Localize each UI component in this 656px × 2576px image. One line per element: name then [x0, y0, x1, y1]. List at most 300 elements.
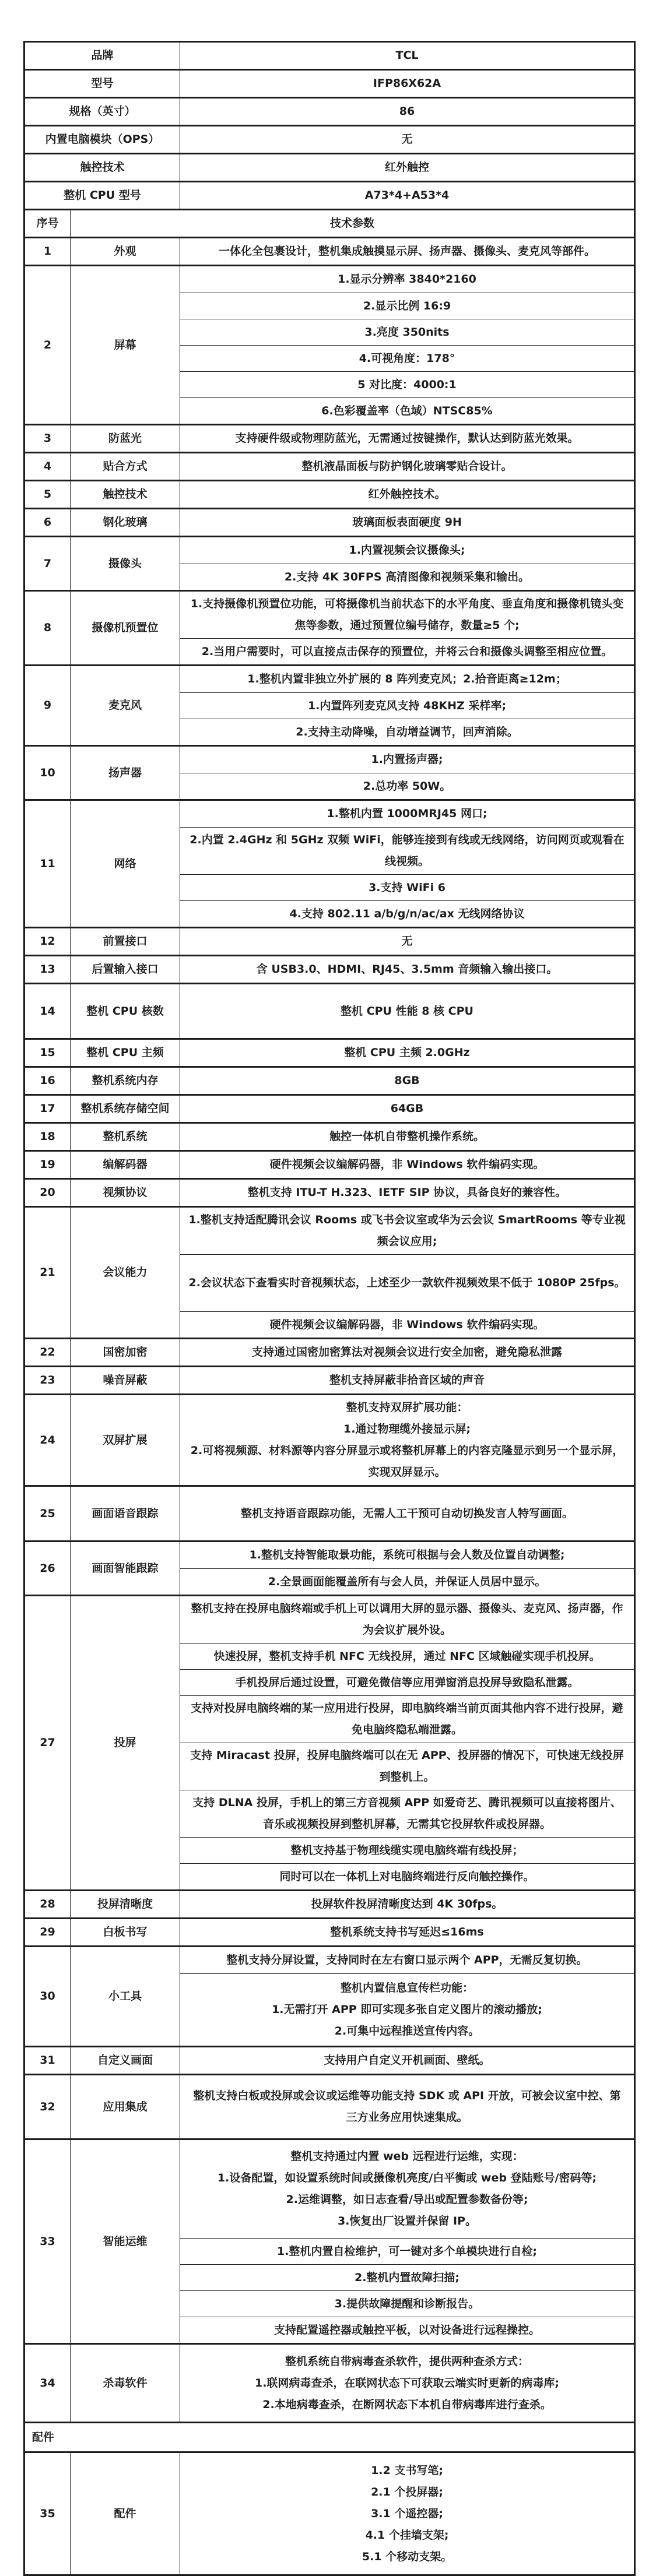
- spec-row-24: [25, 1393, 634, 1485]
- spec-text-line: 一体化全包裹设计，整机集成触摸显示屏、扬声器、摄像头、麦克风等部件。: [218, 245, 595, 258]
- spec-row-number: 12: [25, 928, 71, 955]
- spec-content-cell: [180, 1096, 634, 1122]
- spec-content-cell: [180, 1790, 634, 1837]
- spec-content-cell: [180, 1254, 634, 1311]
- spec-row-number: 19: [25, 1152, 71, 1178]
- spec-text-line: 整机支持 ITU-T H.323、IETF SIP 协议，具备良好的兼容性。: [247, 1186, 567, 1199]
- spec-row-26: [25, 1540, 634, 1595]
- spec-row-content: [180, 801, 634, 927]
- accessories-section-label: 配件: [32, 2430, 55, 2444]
- spec-row-15: [25, 1038, 634, 1066]
- spec-row-number: 8: [25, 592, 71, 664]
- spec-row-category: 会议能力: [71, 1208, 180, 1338]
- spec-text-line: 1.整机支持适配腾讯会议 Rooms 或飞书会议室或华为云会议 SmartRooms 等专业视频会议应用;: [188, 1213, 626, 1248]
- spec-row-category: 摄像机预置位: [71, 592, 180, 664]
- spec-content-cell: [180, 773, 634, 799]
- spec-text-line: 1.设备配置，如设置系统时间或摄像机亮度/白平衡或 web 登陆账号/密码等;: [217, 2172, 597, 2184]
- info-row: [25, 125, 634, 153]
- spec-text-line: 硬件视频会议编解码器，非 Windows 软件编码实现。: [269, 1158, 545, 1171]
- spec-text-line: 支持 Miracast 投屏，投屏电脑终端可以在无 APP、投屏器的情况下，可快速无线投屏到整机上。: [190, 1749, 624, 1783]
- spec-row-35: [25, 2451, 634, 2574]
- spec-text-line: 支持对投屏电脑终端的某一应用进行投屏，即电脑终端当前页面其他内容不进行投屏，避免电脑终隐私端泄露。: [191, 1702, 623, 1736]
- spec-row-number: 30: [25, 1947, 71, 2046]
- spec-content-cell: [180, 345, 634, 371]
- spec-text-line: 整机支持语音跟踪功能，无需人工干预可自动切换发言人特写画面。: [240, 1507, 573, 1520]
- spec-row-category: 双屏扩展: [71, 1395, 180, 1485]
- spec-row-category: 画面智能跟踪: [71, 1542, 180, 1595]
- spec-row-content: [180, 1180, 634, 1206]
- spec-content-cell: [180, 1068, 634, 1094]
- spec-content-cell: [180, 1743, 634, 1790]
- spec-row-30: [25, 1945, 634, 2046]
- spec-text-line: 整机 CPU 性能 8 核 CPU: [341, 1004, 473, 1018]
- spec-text-line: 2.支持 4K 30FPS 高清图像和视频采集和输出。: [284, 570, 530, 583]
- spec-content-cell: [180, 1891, 634, 1917]
- spec-text-line: 整机支持白板或投屏或会议或运维等功能支持 SDK 或 API 开放，可被会议室中控、第三方业务应用快速集成。: [193, 2089, 621, 2124]
- info-label: 整机 CPU 型号: [25, 182, 180, 209]
- spec-row-category: 应用集成: [71, 2075, 180, 2138]
- spec-text-line: 2.可集中远程推送宣传内容。: [334, 2025, 480, 2037]
- spec-row-content: [180, 1891, 634, 1917]
- spec-row-number: 6: [25, 509, 71, 536]
- spec-row-content: [180, 666, 634, 745]
- spec-text-line: 8GB: [394, 1074, 420, 1087]
- spec-row-content: [180, 1542, 634, 1595]
- spec-row-category: 配件: [71, 2453, 180, 2574]
- spec-row-number: 20: [25, 1180, 71, 1206]
- spec-text-line: 2.显示比例 16:9: [363, 299, 451, 312]
- spec-text-line: 2.会议状态下查看实时音视频状态，上述至少一款软件视频效果不低于 1080P 25fps。: [188, 1276, 626, 1289]
- spec-row-content: [180, 537, 634, 590]
- spec-row-27: [25, 1595, 634, 1889]
- spec-text-line: 2.本地病毒查杀，在断网状态下本机自带病毒库进行查杀。: [262, 2398, 552, 2411]
- spec-row-number: 22: [25, 1339, 71, 1366]
- spec-content-cell: [180, 1339, 634, 1366]
- info-label: 内置电脑模块（OPS）: [25, 126, 180, 153]
- spec-row-category: 投屏清晰度: [71, 1891, 180, 1917]
- spec-text-line: 2.运维调整，如日志查看/导出或配置参数备份等;: [286, 2193, 528, 2206]
- info-value: TCL: [395, 49, 419, 62]
- spec-row-18: [25, 1122, 634, 1150]
- spec-text-line: 1.整机内置 1000MRJ45 网口;: [327, 807, 487, 820]
- spec-row-22: [25, 1338, 634, 1366]
- spec-row-content: [180, 1124, 634, 1150]
- spec-text-line: 4.支持 802.11 a/b/g/n/ac/ax 无线网络协议: [289, 907, 525, 920]
- spec-row-23: [25, 1366, 634, 1393]
- spec-row-number: 28: [25, 1891, 71, 1917]
- spec-content-cell: [180, 719, 634, 745]
- spec-row-content: [180, 2047, 634, 2074]
- spec-content-cell: [180, 509, 634, 536]
- spec-content-cell: [180, 984, 634, 1038]
- spec-content-cell: [180, 2140, 634, 2238]
- spec-content-cell: [180, 1643, 634, 1669]
- spec-row-29: [25, 1917, 634, 1945]
- spec-content-cell: [180, 371, 634, 397]
- info-value: 无: [401, 133, 413, 146]
- spec-row-content: [180, 2345, 634, 2422]
- spec-row-12: [25, 927, 634, 955]
- spec-content-cell: [180, 1568, 634, 1595]
- spec-row-category: 自定义画面: [71, 2047, 180, 2074]
- spec-row-content: [180, 1596, 634, 1889]
- spec-row-10: [25, 745, 634, 799]
- spec-text-line: 2.整机内置故障扫描;: [354, 2271, 460, 2284]
- spec-row-category: 整机 CPU 核数: [71, 984, 180, 1038]
- spec-text-line: 3.亮度 350nits: [364, 325, 450, 339]
- spec-text-line: 2.全景画面能覆盖所有与会人员，并保证人员居中显示。: [268, 1575, 546, 1588]
- spec-text-line: 1.整机内置非独立外扩展的 8 阵列麦克风；2.拾音距离≥12m；: [247, 673, 567, 685]
- info-value: A73*4+A53*4: [364, 189, 450, 202]
- spec-text-line: 5 对比度：4000:1: [357, 378, 457, 391]
- spec-text-line: 无: [401, 935, 413, 948]
- spec-content-cell: [180, 564, 634, 590]
- spec-text-line: 1.内置扬声器;: [371, 753, 443, 766]
- spec-text-line: 整机内置信息宣传栏功能：: [340, 1982, 473, 1994]
- spec-content-cell: [180, 1919, 634, 1945]
- spec-row-16: [25, 1066, 634, 1094]
- spec-text-line: 1.通过物理缆外接显示屏;: [343, 1423, 471, 1435]
- spec-row-content: [180, 984, 634, 1038]
- spec-text-line: 1.显示分辨率 3840*2160: [338, 273, 476, 286]
- spec-row-number: 11: [25, 801, 71, 927]
- spec-row-number: 17: [25, 1096, 71, 1122]
- spec-row-content: [180, 481, 634, 508]
- spec-content-cell: [180, 638, 634, 664]
- spec-text-line: 红外触控技术。: [368, 488, 446, 501]
- spec-row-category: 网络: [71, 801, 180, 927]
- spec-content-cell: [180, 1973, 634, 2046]
- spec-text-line: 2.可将视频源、材料源等内容分屏显示或将整机屏幕上的内容克隆显示到另一个显示屏，实现双屏显示。: [190, 1444, 624, 1479]
- spec-text-line: 1.联网病毒查杀，在联网状态下可获取云端实时更新的病毒库;: [254, 2376, 560, 2390]
- spec-text-line: 快速投屏，整机支持手机 NFC 无线投屏，通过 NFC 区域触碰实现手机投屏。: [213, 1649, 601, 1663]
- spec-row-category: 屏幕: [71, 266, 180, 424]
- spec-row-content: [180, 1395, 634, 1485]
- header-title: 技术参数: [329, 217, 374, 230]
- spec-row-content: [180, 592, 634, 664]
- spec-content-cell: [180, 1837, 634, 1863]
- spec-row-category: 前置接口: [71, 928, 180, 955]
- spec-content-cell: [180, 1040, 634, 1066]
- spec-text-line: 4.1 个挂墙支架;: [365, 2528, 449, 2542]
- spec-text-line: 64GB: [390, 1102, 424, 1115]
- spec-row-13: [25, 955, 634, 983]
- spec-row-28: [25, 1889, 634, 1917]
- spec-text-line: 支持 DLNA 投屏，手机上的第三方音视频 APP 如爱奇艺、腾讯视频可以直接将图片、音乐或视频投屏到整机屏幕，无需其它投屏软件或投屏器。: [192, 1796, 622, 1831]
- spec-content-cell: [180, 666, 634, 692]
- spec-row-number: 16: [25, 1068, 71, 1094]
- spec-row-content: [180, 747, 634, 799]
- spec-content-cell: [180, 2317, 634, 2343]
- spec-content-cell: [180, 2047, 634, 2074]
- spec-content-cell: [180, 827, 634, 874]
- spec-row-content: [180, 1096, 634, 1122]
- spec-content-cell: [180, 2075, 634, 2138]
- spec-row-number: 3: [25, 425, 71, 452]
- spec-row-category: 白板书写: [71, 1919, 180, 1945]
- info-value: IFP86X62A: [373, 77, 441, 90]
- spec-text-line: 同时可以在一体机上对电脑终端进行反向触控操作。: [279, 1870, 535, 1883]
- spec-text-line: 1.内置视频会议摄像头;: [349, 544, 465, 557]
- spec-text-line: 支持硬件级或物理防蓝光，无需通过按键操作，默认达到防蓝光效果。: [235, 432, 579, 445]
- spec-row-category: 杀毒软件: [71, 2345, 180, 2422]
- spec-text-line: 1.整机内置自检维护，可一键对多个单模块进行自检;: [276, 2244, 538, 2258]
- spec-row-number: 13: [25, 956, 71, 983]
- spec-content-cell: [180, 900, 634, 927]
- spec-row-content: [180, 2140, 634, 2343]
- spec-row-4: [25, 452, 634, 480]
- spec-row-number: 34: [25, 2345, 71, 2422]
- spec-row-category: 麦克风: [71, 666, 180, 745]
- info-row: [25, 43, 634, 69]
- spec-row-category: 整机系统内存: [71, 1068, 180, 1094]
- info-row: [25, 69, 634, 97]
- spec-text-line: 整机 CPU 主频 2.0GHz: [344, 1046, 470, 1059]
- spec-content-cell: [180, 425, 634, 452]
- spec-row-category: 后置输入接口: [71, 956, 180, 983]
- spec-row-content: [180, 956, 634, 983]
- spec-row-category: 画面语音跟踪: [71, 1487, 180, 1540]
- spec-row-number: 15: [25, 1040, 71, 1066]
- spec-row-content: [180, 1947, 634, 2046]
- spec-row-5: [25, 480, 634, 508]
- spec-row-17: [25, 1094, 634, 1122]
- spec-content-cell: [180, 1124, 634, 1150]
- spec-row-34: [25, 2343, 634, 2422]
- spec-text-line: 支持用户自定义开机画面、壁纸。: [324, 2054, 490, 2067]
- spec-table: [23, 41, 636, 2576]
- info-label: 规格（英寸）: [25, 98, 180, 125]
- spec-row-21: [25, 1206, 634, 1338]
- spec-text-line: 6.色彩覆盖率（色域）NTSC85%: [321, 404, 493, 417]
- spec-row-category: 整机系统: [71, 1124, 180, 1150]
- spec-row-number: 27: [25, 1596, 71, 1889]
- spec-row-number: 26: [25, 1542, 71, 1595]
- spec-row-32: [25, 2074, 634, 2138]
- spec-text-line: 3.支持 WiFi 6: [369, 881, 445, 894]
- info-row: [25, 153, 634, 181]
- info-label: 品牌: [25, 43, 180, 69]
- spec-content-cell: [180, 238, 634, 265]
- spec-content-cell: [180, 266, 634, 293]
- spec-text-line: 3.恢复出厂设置并保留 IP。: [337, 2215, 477, 2227]
- spec-row-number: 31: [25, 2047, 71, 2074]
- spec-row-content: [180, 1367, 634, 1393]
- spec-row-number: 4: [25, 453, 71, 480]
- spec-content-cell: [180, 747, 634, 773]
- spec-content-cell: [180, 2264, 634, 2290]
- spec-row-content: [180, 1068, 634, 1094]
- spec-row-category: 整机 CPU 主频: [71, 1040, 180, 1066]
- spec-row-content: [180, 453, 634, 480]
- spec-content-cell: [180, 1311, 634, 1338]
- info-label: 触控技术: [25, 154, 180, 181]
- spec-content-cell: [180, 2290, 634, 2317]
- info-value: 86: [399, 105, 415, 118]
- spec-row-content: [180, 266, 634, 424]
- spec-row-category: 外观: [71, 238, 180, 265]
- spec-row-content: [180, 1919, 634, 1945]
- spec-row-number: 29: [25, 1919, 71, 1945]
- spec-content-cell: [180, 1947, 634, 1973]
- spec-row-number: 10: [25, 747, 71, 799]
- spec-content-cell: [180, 1863, 634, 1889]
- spec-row-number: 5: [25, 481, 71, 508]
- spec-row-content: [180, 1339, 634, 1366]
- spec-row-content: [180, 2453, 634, 2574]
- info-row: [25, 97, 634, 125]
- spec-text-line: 2.1 个投屏器;: [371, 2485, 443, 2498]
- spec-content-cell: [180, 1669, 634, 1695]
- spec-row-category: 触控技术: [71, 481, 180, 508]
- spec-content-cell: [180, 2453, 634, 2574]
- spec-row-number: 33: [25, 2140, 71, 2343]
- spec-content-cell: [180, 1542, 634, 1568]
- spec-text-line: 2.内置 2.4GHz 和 5GHz 双频 WiFi，能够连接到有线或无线网络，访问网页或观看在线视频。: [190, 833, 625, 868]
- spec-row-number: 25: [25, 1487, 71, 1540]
- spec-row-category: 投屏: [71, 1596, 180, 1889]
- spec-row-1: [25, 237, 634, 265]
- spec-row-content: [180, 425, 634, 452]
- spec-text-line: 1.整机支持智能取景功能，系统可根据与会人数及位置自动调整;: [249, 1549, 565, 1561]
- spec-text-line: 投屏软件投屏清晰度达到 4K 30fps。: [311, 1898, 503, 1910]
- spec-content-cell: [180, 801, 634, 827]
- spec-content-cell: [180, 2345, 634, 2422]
- spec-text-line: 1.内置阵列麦克风支持 48KHZ 采样率;: [307, 699, 507, 712]
- spec-content-cell: [180, 481, 634, 508]
- spec-text-line: 2.总功率 50W。: [363, 779, 451, 793]
- spec-row-8: [25, 590, 634, 664]
- spec-row-content: [180, 928, 634, 955]
- spec-text-line: 1.2 支书写笔;: [371, 2464, 443, 2477]
- spec-row-category: 扬声器: [71, 747, 180, 799]
- spec-row-category: 防蓝光: [71, 425, 180, 452]
- spec-content-cell: [180, 1596, 634, 1643]
- spec-content-cell: [180, 874, 634, 900]
- spec-row-number: 9: [25, 666, 71, 745]
- spec-row-33: [25, 2138, 634, 2343]
- spec-content-cell: [180, 397, 634, 424]
- spec-text-line: 手机投屏后通过设置，可避免微信等应用弹窗消息投屏导致隐私泄露。: [235, 1676, 579, 1689]
- spec-content-cell: [180, 1367, 634, 1393]
- spec-row-content: [180, 1487, 634, 1540]
- spec-text-line: 2.当用户需要时，可以直接点击保存的预置位，并将云台和摄像头调整至相应位置。: [201, 645, 613, 658]
- header-no-label: 序号: [25, 210, 71, 237]
- spec-row-3: [25, 424, 634, 452]
- spec-content-cell: [180, 453, 634, 480]
- spec-row-number: 1: [25, 238, 71, 265]
- spec-text-line: 整机系统自带病毒查杀软件，提供两种查杀方式：: [285, 2355, 529, 2368]
- spec-text-line: 整机支持通过内置 web 远程进行运维，实现：: [290, 2150, 524, 2163]
- spec-text-line: 整机支持双屏扩展功能：: [346, 1401, 468, 1414]
- spec-content-cell: [180, 692, 634, 719]
- spec-row-11: [25, 799, 634, 927]
- spec-content-cell: [180, 537, 634, 564]
- spec-content-cell: [180, 928, 634, 955]
- spec-row-category: 摄像头: [71, 537, 180, 590]
- spec-row-number: 24: [25, 1395, 71, 1485]
- table-header-row: [25, 209, 634, 237]
- spec-row-31: [25, 2046, 634, 2074]
- spec-row-25: [25, 1485, 634, 1540]
- spec-row-content: [180, 238, 634, 265]
- spec-content-cell: [180, 1695, 634, 1743]
- spec-content-cell: [180, 2238, 634, 2264]
- spec-content-cell: [180, 319, 634, 345]
- spec-row-category: 钢化玻璃: [71, 509, 180, 536]
- spec-text-line: 硬件视频会议编解码器，非 Windows 软件编码实现。: [269, 1318, 545, 1331]
- spec-row-category: 智能运维: [71, 2140, 180, 2343]
- spec-text-line: 玻璃面板表面硬度 9H: [352, 516, 462, 529]
- spec-text-line: 整机支持基于物理线缆实现电脑终端有线投屏；: [290, 1843, 524, 1857]
- spec-row-category: 国密加密: [71, 1339, 180, 1366]
- spec-text-line: 整机液晶面板与防护钢化玻璃零贴合设计。: [301, 460, 513, 473]
- spec-text-line: 触控一体机自带整机操作系统。: [329, 1130, 485, 1143]
- spec-row-number: 2: [25, 266, 71, 424]
- spec-row-number: 23: [25, 1367, 71, 1393]
- spec-row-number: 18: [25, 1124, 71, 1150]
- spec-text-line: 含 USB3.0、HDMI、RJ45、3.5mm 音频输入输出接口。: [256, 963, 558, 976]
- spec-row-category: 噪音屏蔽: [71, 1367, 180, 1393]
- spec-text-line: 整机系统支持书写延迟≤16ms: [330, 1926, 484, 1938]
- spec-row-category: 编解码器: [71, 1152, 180, 1178]
- spec-row-category: 小工具: [71, 1947, 180, 2046]
- spec-content-cell: [180, 1395, 634, 1485]
- spec-row-content: [180, 1040, 634, 1066]
- spec-text-line: 1.无需打开 APP 即可实现多张自定义图片的滚动播放;: [272, 2003, 542, 2016]
- spec-text-line: 支持配置遥控器或触控平板，以对设备进行远程操控。: [273, 2323, 540, 2336]
- spec-row-9: [25, 664, 634, 745]
- accessories-section-header: [25, 2422, 634, 2451]
- spec-row-number: 32: [25, 2075, 71, 2138]
- spec-row-content: [180, 1152, 634, 1178]
- spec-text-line: 支持通过国密加密算法对视频会议进行安全加密，避免隐私泄露: [251, 1346, 562, 1359]
- spec-row-content: [180, 2075, 634, 2138]
- spec-content-cell: [180, 293, 634, 319]
- spec-row-category: 视频协议: [71, 1180, 180, 1206]
- spec-text-line: 5.1 个移动支架。: [362, 2550, 452, 2563]
- spec-row-7: [25, 536, 634, 590]
- spec-content-cell: [180, 956, 634, 983]
- spec-content-cell: [180, 1180, 634, 1206]
- spec-text-line: 整机支持在投屏电脑终端或手机上可以调用大屏的显示器、摄像头、麦克风、扬声器，作为会议扩展外设。: [191, 1602, 623, 1637]
- spec-row-19: [25, 1150, 634, 1178]
- spec-text-line: 3.提供故障提醒和诊断报告。: [334, 2297, 480, 2310]
- spec-row-content: [180, 509, 634, 536]
- spec-row-6: [25, 508, 634, 536]
- spec-row-category: 整机系统存储空间: [71, 1096, 180, 1122]
- spec-text-line: 整机支持分屏设置，支持同时在左右窗口显示两个 APP，无需反复切换。: [226, 1954, 588, 1966]
- spec-content-cell: [180, 592, 634, 638]
- spec-text-line: 4.可视角度：178°: [359, 351, 455, 365]
- spec-row-2: [25, 265, 634, 424]
- info-label: 型号: [25, 71, 180, 97]
- spec-text-line: 1.支持摄像机预置位功能，可将摄像机当前状态下的水平角度、垂直角度和摄像机镜头变焦等参数，通过预置位编号储存，数量≥5 个;: [190, 597, 624, 632]
- spec-row-category: 贴合方式: [71, 453, 180, 480]
- spec-text-line: 2.支持主动降噪，自动增益调节，回声消除。: [296, 725, 518, 738]
- spec-content-cell: [180, 1487, 634, 1540]
- spec-row-content: [180, 1208, 634, 1338]
- spec-row-number: 7: [25, 537, 71, 590]
- spec-row-number: 21: [25, 1208, 71, 1338]
- spec-text-line: 整机支持屏蔽非拾音区域的声音: [329, 1374, 485, 1386]
- spec-content-cell: [180, 1208, 634, 1254]
- spec-row-number: 14: [25, 984, 71, 1038]
- spec-row-20: [25, 1178, 634, 1206]
- info-value: 红外触控: [384, 161, 429, 174]
- spec-row-14: [25, 983, 634, 1038]
- spec-row-number: 35: [25, 2453, 71, 2574]
